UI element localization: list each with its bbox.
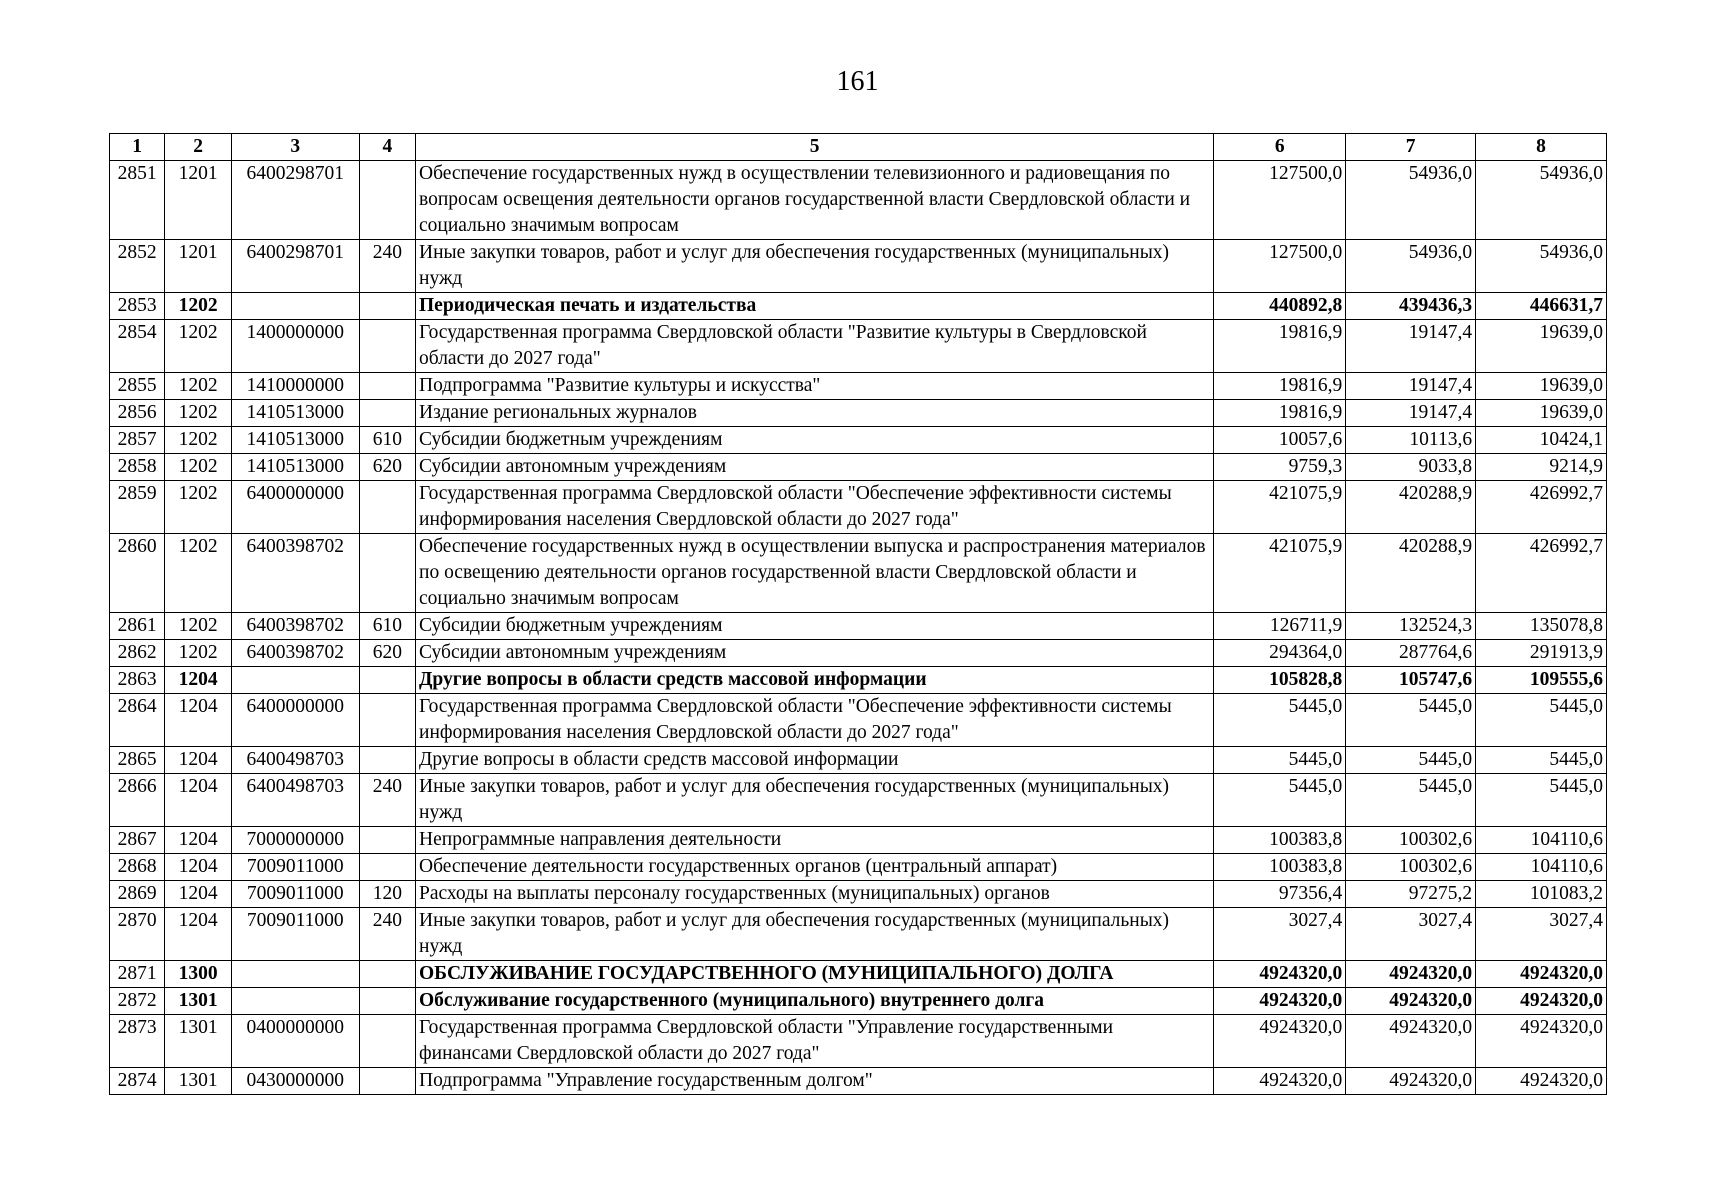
section-code-cell: 1201 — [165, 161, 231, 240]
amount-year3-cell: 5445,0 — [1476, 747, 1607, 774]
row-number-cell: 2856 — [110, 400, 165, 427]
target-article-cell: 0430000000 — [231, 1068, 359, 1095]
row-name-cell: Государственная программа Свердловской области "Обеспечение эффективности системы информирования населения Свердловской области до 2027 года" — [416, 481, 1214, 534]
amount-year3-cell: 446631,7 — [1476, 293, 1607, 320]
row-name-cell: Обслуживание государственного (муниципального) внутреннего долга — [416, 988, 1214, 1015]
amount-year3-cell: 54936,0 — [1476, 240, 1607, 293]
row-name-cell: Другие вопросы в области средств массовой информации — [416, 667, 1214, 694]
target-article-cell: 7000000000 — [231, 827, 359, 854]
table-row — [110, 908, 1607, 961]
section-code-cell: 1204 — [165, 881, 231, 908]
expense-type-cell — [359, 667, 415, 694]
expense-type-cell — [359, 400, 415, 427]
table-row — [110, 1068, 1607, 1095]
table-row — [110, 454, 1607, 481]
amount-year1-cell: 3027,4 — [1214, 908, 1346, 961]
target-article-cell: 6400000000 — [231, 481, 359, 534]
amount-year2-cell: 420288,9 — [1346, 534, 1476, 613]
expense-type-cell — [359, 1015, 415, 1068]
row-number-cell: 2874 — [110, 1068, 165, 1095]
amount-year1-cell: 19816,9 — [1214, 400, 1346, 427]
row-name-cell: Субсидии бюджетным учреждениям — [416, 427, 1214, 454]
row-name-cell: Обеспечение государственных нужд в осуществлении телевизионного и радиовещания по вопросам освещения деятельности органов государственной власти Свердловской области и социально значимым вопросам — [416, 161, 1214, 240]
amount-year2-cell: 287764,6 — [1346, 640, 1476, 667]
table-row — [110, 161, 1607, 240]
amount-year2-cell: 4924320,0 — [1346, 961, 1476, 988]
amount-year1-cell: 19816,9 — [1214, 320, 1346, 373]
section-code-cell: 1202 — [165, 427, 231, 454]
amount-year3-cell: 4924320,0 — [1476, 961, 1607, 988]
row-number-cell: 2865 — [110, 747, 165, 774]
table-row — [110, 667, 1607, 694]
section-code-cell: 1204 — [165, 667, 231, 694]
target-article-cell: 6400398702 — [231, 640, 359, 667]
amount-year1-cell: 5445,0 — [1214, 694, 1346, 747]
amount-year3-cell: 426992,7 — [1476, 534, 1607, 613]
amount-year3-cell: 291913,9 — [1476, 640, 1607, 667]
row-name-cell: Иные закупки товаров, работ и услуг для обеспечения государственных (муниципальных) нужд — [416, 240, 1214, 293]
target-article-cell: 7009011000 — [231, 881, 359, 908]
expense-type-cell — [359, 854, 415, 881]
amount-year1-cell: 421075,9 — [1214, 534, 1346, 613]
table-row — [110, 320, 1607, 373]
row-name-cell: Подпрограмма "Развитие культуры и искусства" — [416, 373, 1214, 400]
expense-type-cell: 620 — [359, 640, 415, 667]
row-number-cell: 2873 — [110, 1015, 165, 1068]
row-name-cell: Подпрограмма "Управление государственным долгом" — [416, 1068, 1214, 1095]
row-name-cell: Другие вопросы в области средств массовой информации — [416, 747, 1214, 774]
amount-year1-cell: 100383,8 — [1214, 827, 1346, 854]
row-number-cell: 2852 — [110, 240, 165, 293]
amount-year2-cell: 4924320,0 — [1346, 1015, 1476, 1068]
row-name-cell: Обеспечение государственных нужд в осуществлении выпуска и распространения материалов по освещению деятельности органов государственной власти Свердловской области и социально значимым вопросам — [416, 534, 1214, 613]
section-code-cell: 1202 — [165, 481, 231, 534]
section-code-cell: 1201 — [165, 240, 231, 293]
column-header: 4 — [359, 134, 415, 161]
amount-year3-cell: 4924320,0 — [1476, 1015, 1607, 1068]
expense-type-cell — [359, 320, 415, 373]
amount-year2-cell: 132524,3 — [1346, 613, 1476, 640]
section-code-cell: 1202 — [165, 454, 231, 481]
row-number-cell: 2858 — [110, 454, 165, 481]
amount-year1-cell: 9759,3 — [1214, 454, 1346, 481]
expense-type-cell — [359, 373, 415, 400]
amount-year2-cell: 54936,0 — [1346, 240, 1476, 293]
table-body — [110, 161, 1607, 1095]
amount-year3-cell: 4924320,0 — [1476, 988, 1607, 1015]
amount-year1-cell: 127500,0 — [1214, 161, 1346, 240]
expense-type-cell — [359, 694, 415, 747]
row-name-cell: Периодическая печать и издательства — [416, 293, 1214, 320]
section-code-cell: 1204 — [165, 747, 231, 774]
amount-year2-cell: 19147,4 — [1346, 400, 1476, 427]
row-number-cell: 2860 — [110, 534, 165, 613]
column-header: 3 — [231, 134, 359, 161]
section-code-cell: 1202 — [165, 613, 231, 640]
section-code-cell: 1202 — [165, 373, 231, 400]
row-name-cell: Издание региональных журналов — [416, 400, 1214, 427]
row-number-cell: 2872 — [110, 988, 165, 1015]
row-name-cell: Государственная программа Свердловской области "Обеспечение эффективности системы информирования населения Свердловской области до 2027 года" — [416, 694, 1214, 747]
row-number-cell: 2862 — [110, 640, 165, 667]
target-article-cell: 6400000000 — [231, 694, 359, 747]
row-number-cell: 2855 — [110, 373, 165, 400]
amount-year2-cell: 3027,4 — [1346, 908, 1476, 961]
target-article-cell: 7009011000 — [231, 908, 359, 961]
expense-type-cell: 620 — [359, 454, 415, 481]
table-row — [110, 747, 1607, 774]
section-code-cell: 1300 — [165, 961, 231, 988]
amount-year2-cell: 9033,8 — [1346, 454, 1476, 481]
target-article-cell: 7009011000 — [231, 854, 359, 881]
table-row — [110, 640, 1607, 667]
row-number-cell: 2866 — [110, 774, 165, 827]
amount-year1-cell: 4924320,0 — [1214, 1015, 1346, 1068]
section-code-cell: 1202 — [165, 534, 231, 613]
target-article-cell: 1410513000 — [231, 427, 359, 454]
expense-type-cell: 240 — [359, 908, 415, 961]
amount-year3-cell: 4924320,0 — [1476, 1068, 1607, 1095]
expense-type-cell — [359, 161, 415, 240]
row-name-cell: Субсидии автономным учреждениям — [416, 640, 1214, 667]
row-name-cell: Непрограммные направления деятельности — [416, 827, 1214, 854]
target-article-cell: 1410513000 — [231, 400, 359, 427]
expense-type-cell — [359, 747, 415, 774]
budget-table — [109, 133, 1607, 1095]
target-article-cell: 6400298701 — [231, 240, 359, 293]
table-row — [110, 613, 1607, 640]
row-number-cell: 2871 — [110, 961, 165, 988]
table-header-row — [110, 134, 1607, 161]
amount-year3-cell: 109555,6 — [1476, 667, 1607, 694]
target-article-cell — [231, 667, 359, 694]
amount-year1-cell: 126711,9 — [1214, 613, 1346, 640]
table-row — [110, 400, 1607, 427]
amount-year1-cell: 4924320,0 — [1214, 1068, 1346, 1095]
expense-type-cell: 120 — [359, 881, 415, 908]
table-row — [110, 827, 1607, 854]
target-article-cell — [231, 293, 359, 320]
amount-year2-cell: 100302,6 — [1346, 854, 1476, 881]
amount-year2-cell: 19147,4 — [1346, 373, 1476, 400]
table-row — [110, 854, 1607, 881]
amount-year2-cell: 100302,6 — [1346, 827, 1476, 854]
amount-year3-cell: 19639,0 — [1476, 400, 1607, 427]
table-row — [110, 774, 1607, 827]
row-number-cell: 2864 — [110, 694, 165, 747]
row-number-cell: 2853 — [110, 293, 165, 320]
amount-year3-cell: 54936,0 — [1476, 161, 1607, 240]
amount-year3-cell: 104110,6 — [1476, 827, 1607, 854]
table-row — [110, 881, 1607, 908]
section-code-cell: 1202 — [165, 293, 231, 320]
amount-year1-cell: 440892,8 — [1214, 293, 1346, 320]
amount-year3-cell: 104110,6 — [1476, 854, 1607, 881]
expense-type-cell — [359, 481, 415, 534]
table-row — [110, 481, 1607, 534]
amount-year2-cell: 439436,3 — [1346, 293, 1476, 320]
row-number-cell: 2859 — [110, 481, 165, 534]
row-number-cell: 2851 — [110, 161, 165, 240]
amount-year2-cell: 5445,0 — [1346, 694, 1476, 747]
row-name-cell: Государственная программа Свердловской области "Развитие культуры в Свердловской области до 2027 года" — [416, 320, 1214, 373]
amount-year1-cell: 4924320,0 — [1214, 988, 1346, 1015]
target-article-cell: 6400398702 — [231, 613, 359, 640]
expense-type-cell: 240 — [359, 240, 415, 293]
page-number: 161 — [836, 66, 879, 97]
section-code-cell: 1204 — [165, 694, 231, 747]
row-name-cell: ОБСЛУЖИВАНИЕ ГОСУДАРСТВЕННОГО (МУНИЦИПАЛЬНОГО) ДОЛГА — [416, 961, 1214, 988]
table-row — [110, 427, 1607, 454]
amount-year1-cell: 294364,0 — [1214, 640, 1346, 667]
section-code-cell: 1204 — [165, 774, 231, 827]
column-header: 5 — [416, 134, 1214, 161]
row-number-cell: 2868 — [110, 854, 165, 881]
column-header: 2 — [165, 134, 231, 161]
amount-year1-cell: 19816,9 — [1214, 373, 1346, 400]
section-code-cell: 1204 — [165, 827, 231, 854]
expense-type-cell: 240 — [359, 774, 415, 827]
amount-year3-cell: 3027,4 — [1476, 908, 1607, 961]
expense-type-cell — [359, 827, 415, 854]
table-row — [110, 694, 1607, 747]
amount-year3-cell: 10424,1 — [1476, 427, 1607, 454]
amount-year1-cell: 421075,9 — [1214, 481, 1346, 534]
target-article-cell — [231, 988, 359, 1015]
amount-year3-cell: 9214,9 — [1476, 454, 1607, 481]
amount-year2-cell: 19147,4 — [1346, 320, 1476, 373]
table-row — [110, 1015, 1607, 1068]
row-name-cell: Обеспечение деятельности государственных органов (центральный аппарат) — [416, 854, 1214, 881]
section-code-cell: 1202 — [165, 400, 231, 427]
expense-type-cell: 610 — [359, 427, 415, 454]
section-code-cell: 1202 — [165, 640, 231, 667]
table-row — [110, 961, 1607, 988]
amount-year2-cell: 10113,6 — [1346, 427, 1476, 454]
target-article-cell: 0400000000 — [231, 1015, 359, 1068]
amount-year2-cell: 105747,6 — [1346, 667, 1476, 694]
row-number-cell: 2861 — [110, 613, 165, 640]
amount-year3-cell: 101083,2 — [1476, 881, 1607, 908]
column-header: 6 — [1214, 134, 1346, 161]
target-article-cell — [231, 961, 359, 988]
amount-year1-cell: 97356,4 — [1214, 881, 1346, 908]
target-article-cell: 1400000000 — [231, 320, 359, 373]
amount-year2-cell: 420288,9 — [1346, 481, 1476, 534]
table-row — [110, 534, 1607, 613]
amount-year2-cell: 97275,2 — [1346, 881, 1476, 908]
row-number-cell: 2870 — [110, 908, 165, 961]
target-article-cell: 6400398702 — [231, 534, 359, 613]
row-name-cell: Иные закупки товаров, работ и услуг для обеспечения государственных (муниципальных) нужд — [416, 908, 1214, 961]
table-row — [110, 373, 1607, 400]
target-article-cell: 1410000000 — [231, 373, 359, 400]
amount-year1-cell: 100383,8 — [1214, 854, 1346, 881]
target-article-cell: 6400498703 — [231, 774, 359, 827]
row-name-cell: Субсидии бюджетным учреждениям — [416, 613, 1214, 640]
column-header: 1 — [110, 134, 165, 161]
amount-year3-cell: 19639,0 — [1476, 320, 1607, 373]
column-header: 7 — [1346, 134, 1476, 161]
target-article-cell: 6400498703 — [231, 747, 359, 774]
amount-year2-cell: 4924320,0 — [1346, 1068, 1476, 1095]
row-number-cell: 2863 — [110, 667, 165, 694]
section-code-cell: 1204 — [165, 908, 231, 961]
row-name-cell: Государственная программа Свердловской области "Управление государственными финансами Свердловской области до 2027 года" — [416, 1015, 1214, 1068]
section-code-cell: 1301 — [165, 1015, 231, 1068]
row-name-cell: Субсидии автономным учреждениям — [416, 454, 1214, 481]
amount-year3-cell: 19639,0 — [1476, 373, 1607, 400]
expense-type-cell: 610 — [359, 613, 415, 640]
row-number-cell: 2869 — [110, 881, 165, 908]
expense-type-cell — [359, 534, 415, 613]
amount-year1-cell: 105828,8 — [1214, 667, 1346, 694]
amount-year1-cell: 10057,6 — [1214, 427, 1346, 454]
column-header: 8 — [1476, 134, 1607, 161]
expense-type-cell — [359, 961, 415, 988]
amount-year3-cell: 426992,7 — [1476, 481, 1607, 534]
table-row — [110, 293, 1607, 320]
amount-year1-cell: 5445,0 — [1214, 774, 1346, 827]
table-row — [110, 988, 1607, 1015]
amount-year2-cell: 5445,0 — [1346, 747, 1476, 774]
section-code-cell: 1301 — [165, 988, 231, 1015]
expense-type-cell — [359, 988, 415, 1015]
row-number-cell: 2854 — [110, 320, 165, 373]
section-code-cell: 1204 — [165, 854, 231, 881]
target-article-cell: 6400298701 — [231, 161, 359, 240]
row-number-cell: 2867 — [110, 827, 165, 854]
section-code-cell: 1301 — [165, 1068, 231, 1095]
row-name-cell: Иные закупки товаров, работ и услуг для обеспечения государственных (муниципальных) нужд — [416, 774, 1214, 827]
amount-year3-cell: 5445,0 — [1476, 774, 1607, 827]
expense-type-cell — [359, 1068, 415, 1095]
amount-year1-cell: 5445,0 — [1214, 747, 1346, 774]
amount-year2-cell: 54936,0 — [1346, 161, 1476, 240]
amount-year3-cell: 135078,8 — [1476, 613, 1607, 640]
section-code-cell: 1202 — [165, 320, 231, 373]
target-article-cell: 1410513000 — [231, 454, 359, 481]
row-name-cell: Расходы на выплаты персоналу государственных (муниципальных) органов — [416, 881, 1214, 908]
table-row — [110, 240, 1607, 293]
amount-year1-cell: 4924320,0 — [1214, 961, 1346, 988]
amount-year1-cell: 127500,0 — [1214, 240, 1346, 293]
row-number-cell: 2857 — [110, 427, 165, 454]
amount-year2-cell: 5445,0 — [1346, 774, 1476, 827]
amount-year2-cell: 4924320,0 — [1346, 988, 1476, 1015]
amount-year3-cell: 5445,0 — [1476, 694, 1607, 747]
expense-type-cell — [359, 293, 415, 320]
